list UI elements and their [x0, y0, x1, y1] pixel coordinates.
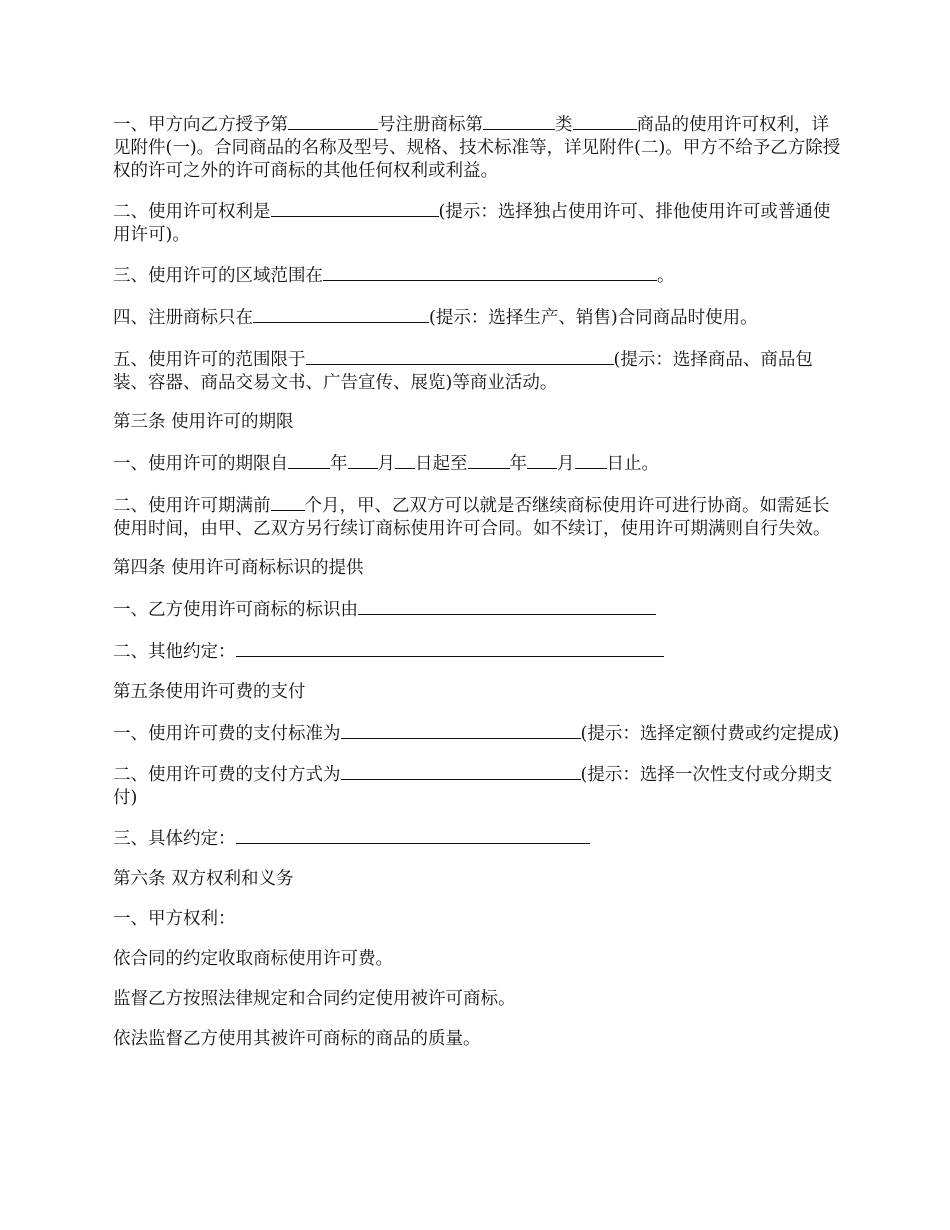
article-4-heading: [113, 557, 843, 580]
blank-fee-method[interactable]: [341, 762, 581, 780]
clause-6-right-b: [113, 988, 843, 1011]
text: 类: [555, 115, 573, 135]
blank-specific-terms[interactable]: [236, 826, 590, 844]
clause-5-item-3: [113, 826, 843, 851]
blank-start-day[interactable]: [395, 451, 415, 469]
article-5-heading: [113, 681, 843, 704]
clause-2-item-1: [113, 112, 843, 183]
text: 日止。: [606, 454, 659, 474]
contract-document: [113, 112, 843, 1068]
blank-months-before[interactable]: [271, 493, 305, 511]
blank-end-month[interactable]: [527, 451, 557, 469]
blank-scope[interactable]: [306, 347, 614, 365]
clause-2-item-3: [113, 263, 843, 288]
blank-use-stage[interactable]: [253, 305, 429, 323]
clause-5-item-2: [113, 762, 843, 810]
text: 二、使用许可期满前: [113, 496, 271, 516]
text: (提示：选择定额付费或约定提成): [580, 724, 840, 744]
blank-end-year[interactable]: [468, 451, 510, 469]
text: 号注册商标第: [378, 115, 483, 135]
text: 四、注册商标只在: [113, 308, 253, 328]
clause-2-item-4: [113, 305, 843, 330]
text: 年: [330, 454, 348, 474]
text: 商品的使用许可权利，详见附件(一)。合同商品的名称及型号、规格、技术标准等，详见附件(二)。甲方不给予乙方除授权的许可之外的许可商标的其他任何权利或利益。: [113, 115, 841, 181]
blank-region[interactable]: [323, 263, 657, 281]
clause-3-item-2: [113, 493, 843, 541]
text: 第五条使用许可费的支付: [113, 682, 306, 702]
text: 一、使用许可费的支付标准为: [113, 724, 341, 744]
text: 监督乙方按照法律规定和合同约定使用被许可商标。: [113, 989, 516, 1009]
text: 一、使用许可的期限自: [113, 454, 288, 474]
clause-6-right-a: [113, 948, 843, 971]
clause-3-item-1: [113, 451, 843, 476]
text: 二、使用许可费的支付方式为: [113, 765, 341, 785]
text: 。: [657, 266, 675, 286]
blank-other-terms[interactable]: [236, 639, 664, 657]
blank-goods[interactable]: [573, 112, 637, 130]
text: 一、甲方权利：: [113, 909, 236, 929]
blank-start-month[interactable]: [348, 451, 378, 469]
text: 月: [377, 454, 395, 474]
text: 二、其他约定：: [113, 642, 236, 662]
blank-start-year[interactable]: [288, 451, 330, 469]
blank-fee-standard[interactable]: [341, 721, 581, 739]
text: 三、具体约定：: [113, 829, 236, 849]
text: 第四条 使用许可商标标识的提供: [113, 558, 364, 578]
text: 日起至: [415, 454, 468, 474]
text: 年: [509, 454, 527, 474]
clause-2-item-5: [113, 347, 843, 395]
text: (提示：选择一次性支付或分期支付): [113, 765, 833, 808]
article-6-heading: [113, 868, 843, 891]
clause-4-item-2: [113, 639, 843, 664]
text: 依法监督乙方使用其被许可商标的商品的质量。: [113, 1029, 481, 1049]
text: 一、乙方使用许可商标的标识由: [113, 600, 358, 620]
clause-4-item-1: [113, 597, 843, 622]
clause-2-item-2: [113, 199, 843, 247]
text: 依合同的约定收取商标使用许可费。: [113, 949, 393, 969]
text: (提示：选择商品、商品包装、容器、商品交易文书、广告宣传、展览)等商业活动。: [113, 350, 813, 393]
clause-6-item-1: [113, 908, 843, 931]
blank-class[interactable]: [483, 112, 555, 130]
text: 第六条 双方权利和义务: [113, 869, 294, 889]
text: 月: [557, 454, 575, 474]
text: 五、使用许可的范围限于: [113, 350, 306, 370]
text: 三、使用许可的区域范围在: [113, 266, 323, 286]
text: 第三条 使用许可的期限: [113, 412, 294, 432]
text: 一、甲方向乙方授予第: [113, 115, 288, 135]
clause-5-item-1: [113, 721, 843, 746]
text: 二、使用许可权利是: [113, 202, 271, 222]
clause-6-right-c: [113, 1028, 843, 1051]
blank-license-right[interactable]: [271, 199, 439, 217]
article-3-heading: [113, 411, 843, 434]
text: 个月，甲、乙双方可以就是否继续商标使用许可进行协商。如需延长使用时间，由甲、乙双方另行续订商标使用许可合同。如不续订，使用许可期满则自行失效。: [113, 496, 831, 539]
text: (提示：选择独占使用许可、排他使用许可或普通使用许可)。: [113, 202, 831, 245]
text: (提示：选择生产、销售)合同商品时使用。: [429, 308, 758, 328]
blank-end-day[interactable]: [575, 451, 607, 469]
blank-trademark-number[interactable]: [288, 112, 378, 130]
blank-label-provider[interactable]: [358, 597, 656, 615]
